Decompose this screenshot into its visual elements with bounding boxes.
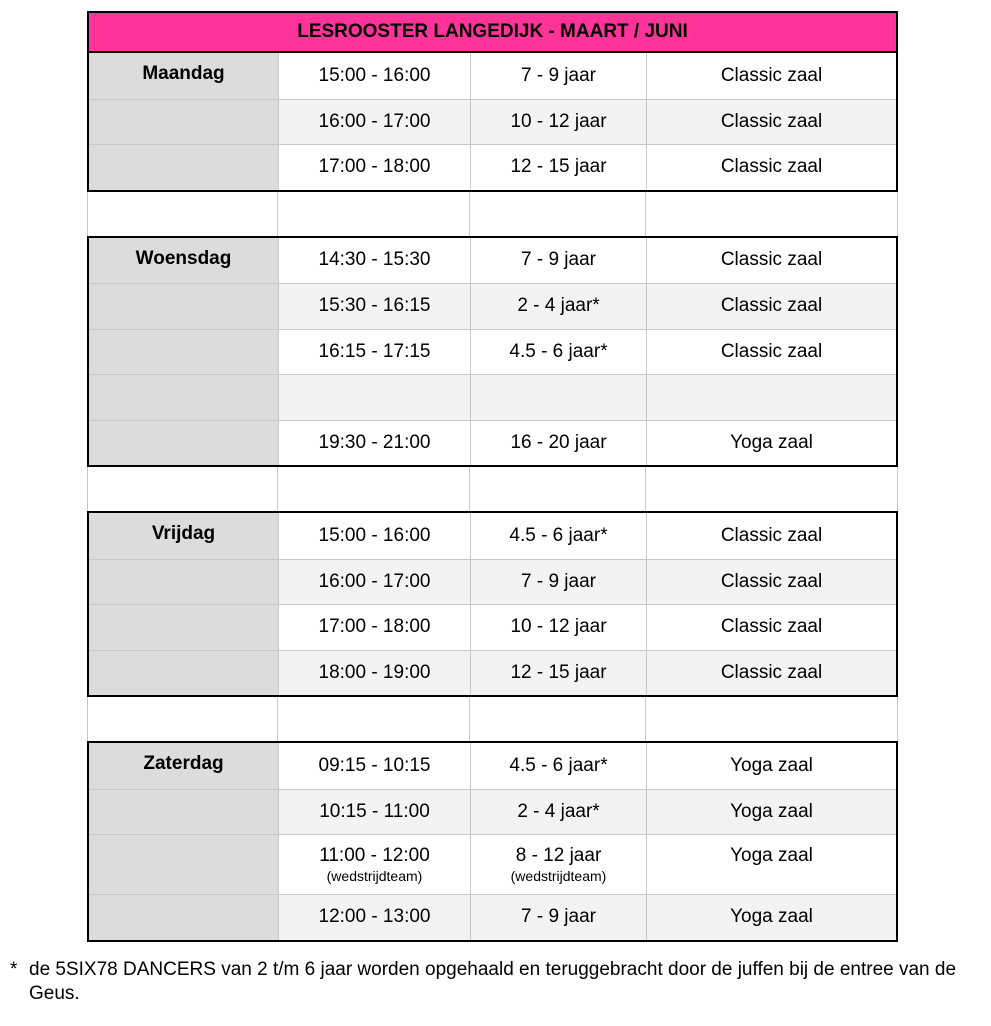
day-group	[87, 741, 898, 942]
age-cell-text: 7 - 9 jaar	[521, 906, 596, 928]
time-cell	[278, 53, 470, 99]
time-cell-text: 11:00 - 12:00	[319, 845, 430, 866]
room-cell-text: Yoga zaal	[730, 431, 813, 453]
room-cell-text: Classic zaal	[720, 295, 823, 317]
spacer-cell	[469, 192, 645, 236]
room-cell	[646, 651, 896, 696]
room-cell	[646, 560, 896, 605]
age-cell	[470, 145, 646, 190]
time-cell	[278, 421, 470, 466]
room-cell	[646, 513, 896, 559]
room-cell	[646, 835, 896, 894]
time-cell	[278, 375, 470, 420]
age-cell	[470, 895, 646, 940]
footnote-text: de 5SIX78 DANCERS van 2 t/m 6 jaar worden opgehaald en teruggebracht door de juffen bij de entree van de Geus.	[29, 959, 957, 1004]
day-group	[87, 511, 898, 697]
time-cell	[278, 560, 470, 605]
room-cell-text: Classic zaal	[720, 616, 823, 638]
table-row	[89, 374, 896, 420]
age-cell-text: 4.5 - 6 jaar*	[509, 340, 608, 362]
room-cell	[646, 145, 896, 190]
spacer-row	[87, 192, 898, 236]
day-name-cell-text: Maandag	[142, 63, 225, 84]
time-cell	[278, 651, 470, 696]
spacer-cell	[469, 697, 645, 741]
age-cell-text: 4.5 - 6 jaar*	[509, 524, 608, 546]
age-cell	[470, 238, 646, 284]
time-cell	[278, 145, 470, 190]
time-cell	[278, 835, 470, 894]
room-cell-text: Yoga zaal	[730, 754, 813, 776]
day-name-cell	[89, 513, 278, 559]
table-row	[89, 329, 896, 375]
day-name-cell	[89, 790, 278, 835]
schedule-table	[87, 11, 898, 942]
time-cell-text: 19:30 - 21:00	[318, 431, 431, 453]
day-name-cell	[89, 835, 278, 894]
table-row	[89, 743, 896, 789]
table-row	[89, 513, 896, 559]
room-cell-text: Classic zaal	[720, 249, 823, 271]
time-cell	[278, 284, 470, 329]
table-row	[89, 283, 896, 329]
schedule-body	[87, 53, 898, 942]
day-name-cell	[89, 100, 278, 145]
room-cell-text: Classic zaal	[720, 64, 823, 86]
age-cell-text: 2 - 4 jaar*	[517, 295, 600, 317]
age-cell	[470, 375, 646, 420]
room-cell	[646, 53, 896, 99]
room-cell	[646, 375, 896, 420]
room-cell	[646, 790, 896, 835]
age-cell-text: 4.5 - 6 jaar*	[509, 754, 608, 776]
room-cell	[646, 330, 896, 375]
time-cell-text: 16:00 - 17:00	[318, 110, 431, 132]
room-cell-text: Yoga zaal	[730, 906, 813, 928]
day-name-cell	[89, 895, 278, 940]
spacer-cell	[645, 697, 895, 741]
day-name-cell	[89, 238, 278, 284]
table-row	[89, 789, 896, 835]
day-name-cell	[89, 330, 278, 375]
room-cell	[646, 238, 896, 284]
table-row	[89, 894, 896, 940]
spacer-cell	[645, 467, 895, 511]
time-cell-text: 16:15 - 17:15	[318, 340, 431, 362]
table-row	[89, 559, 896, 605]
age-cell	[470, 743, 646, 789]
day-name-cell	[89, 375, 278, 420]
time-cell	[278, 605, 470, 650]
spacer-cell	[88, 467, 277, 511]
age-cell-text: 12 - 15 jaar	[510, 156, 607, 178]
age-cell	[470, 651, 646, 696]
age-cell-text: 8 - 12 jaar	[515, 845, 602, 866]
table-row	[89, 604, 896, 650]
day-name-cell-text: Zaterdag	[143, 753, 224, 774]
spacer-row	[87, 697, 898, 741]
day-name-cell	[89, 284, 278, 329]
room-cell-text: Classic zaal	[720, 156, 823, 178]
spacer-cell	[277, 697, 469, 741]
time-cell-text: 15:00 - 16:00	[318, 524, 431, 546]
room-cell	[646, 284, 896, 329]
age-cell	[470, 605, 646, 650]
age-cell-text: 7 - 9 jaar	[521, 64, 596, 86]
age-cell	[470, 53, 646, 99]
table-row	[89, 650, 896, 696]
time-cell	[278, 895, 470, 940]
age-cell	[470, 513, 646, 559]
time-cell-text: 12:00 - 13:00	[318, 906, 431, 928]
age-cell	[470, 790, 646, 835]
table-row	[89, 144, 896, 190]
time-cell-text: 14:30 - 15:30	[318, 249, 431, 271]
age-cell-text: 7 - 9 jaar	[521, 249, 596, 271]
time-cell	[278, 513, 470, 559]
age-cell	[470, 330, 646, 375]
age-cell	[470, 835, 646, 894]
day-name-cell	[89, 145, 278, 190]
room-cell-text: Classic zaal	[720, 110, 823, 132]
day-name-cell	[89, 421, 278, 466]
age-cell-text: 16 - 20 jaar	[510, 431, 607, 453]
time-cell-text: 17:00 - 18:00	[318, 616, 431, 638]
age-cell-text: 10 - 12 jaar	[510, 616, 607, 638]
room-cell	[646, 743, 896, 789]
day-name-cell-text: Woensdag	[135, 247, 232, 269]
room-cell-text: Yoga zaal	[730, 845, 813, 866]
age-cell	[470, 100, 646, 145]
time-cell	[278, 100, 470, 145]
table-row	[89, 420, 896, 466]
room-cell-text: Yoga zaal	[730, 800, 813, 822]
spacer-cell	[88, 697, 277, 741]
spacer-row	[87, 467, 898, 511]
spacer-cell	[469, 467, 645, 511]
age-cell-text: 7 - 9 jaar	[521, 570, 596, 592]
time-cell-text: 18:00 - 19:00	[318, 661, 431, 683]
time-cell-text: 09:15 - 10:15	[318, 754, 431, 776]
age-note: (wedstrijdteam)	[510, 868, 607, 884]
table-row	[89, 53, 896, 99]
day-name-cell	[89, 53, 278, 99]
day-name-cell	[89, 560, 278, 605]
table-title: LESROOSTER LANGEDIJK - MAART / JUNI	[87, 11, 898, 53]
room-cell	[646, 421, 896, 466]
time-cell-text: 15:30 - 16:15	[318, 295, 431, 317]
table-row	[89, 238, 896, 284]
age-cell-text: 2 - 4 jaar*	[517, 800, 600, 822]
time-note: (wedstrijdteam)	[326, 868, 423, 884]
time-cell-text: 16:00 - 17:00	[318, 570, 431, 592]
table-row	[89, 99, 896, 145]
day-name-cell	[89, 743, 278, 789]
day-group	[87, 53, 898, 192]
table-row	[89, 834, 896, 894]
day-group	[87, 236, 898, 468]
age-cell	[470, 560, 646, 605]
room-cell	[646, 100, 896, 145]
time-cell-text: 17:00 - 18:00	[318, 156, 431, 178]
footnote	[10, 958, 985, 1006]
age-cell-text: 10 - 12 jaar	[510, 110, 607, 132]
spacer-cell	[277, 467, 469, 511]
age-cell	[470, 284, 646, 329]
room-cell	[646, 605, 896, 650]
time-cell	[278, 790, 470, 835]
room-cell	[646, 895, 896, 940]
room-cell-text: Classic zaal	[720, 570, 823, 592]
room-cell-text: Classic zaal	[720, 340, 823, 362]
age-cell-text: 12 - 15 jaar	[510, 661, 607, 683]
spacer-cell	[88, 192, 277, 236]
spacer-cell	[645, 192, 895, 236]
time-cell	[278, 743, 470, 789]
day-name-cell	[89, 651, 278, 696]
age-cell	[470, 421, 646, 466]
time-cell	[278, 238, 470, 284]
time-cell	[278, 330, 470, 375]
time-cell-text: 10:15 - 11:00	[319, 800, 430, 822]
day-name-cell	[89, 605, 278, 650]
day-name-cell-text: Vrijdag	[151, 523, 216, 544]
time-cell-text: 15:00 - 16:00	[318, 64, 431, 86]
room-cell-text: Classic zaal	[720, 524, 823, 546]
spacer-cell	[277, 192, 469, 236]
room-cell-text: Classic zaal	[720, 661, 823, 683]
footnote-marker: *	[10, 959, 18, 980]
